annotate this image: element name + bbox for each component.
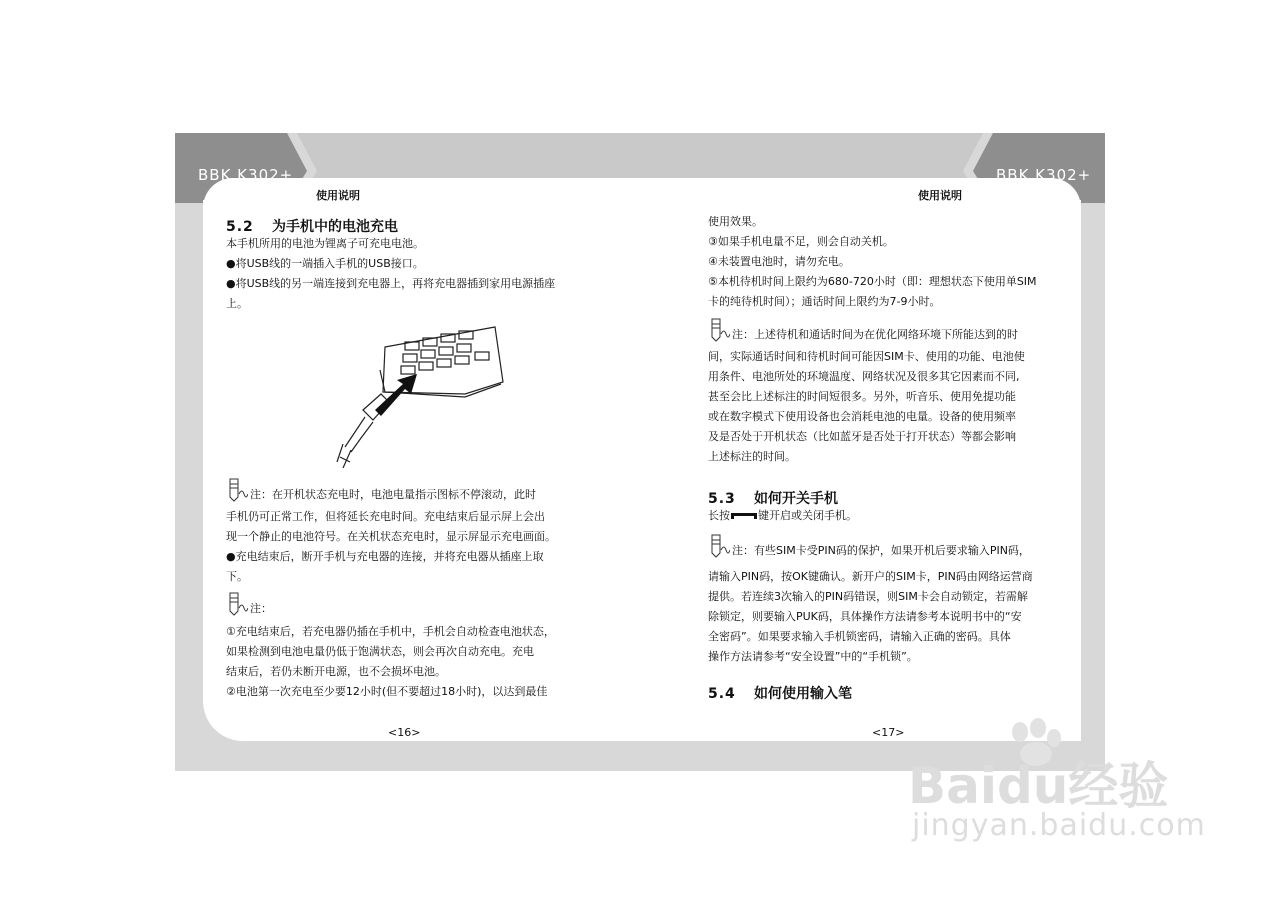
- text-line: 下。: [226, 570, 248, 583]
- note-text: 注：有些SIM卡受PIN码的保护，如果开机后要求输入PIN码，: [732, 544, 1030, 557]
- note-pencil-icon: [226, 476, 248, 502]
- text-line: 全密码”。如果要求输入手机锁密码，请输入正确的密码。具体: [708, 630, 1011, 643]
- brand-left: BBK K302+: [198, 166, 294, 184]
- power-text-before: 长按: [708, 509, 730, 522]
- power-key-icon: [730, 508, 758, 520]
- phone-charging-illustration: [325, 322, 510, 472]
- left-intro-text: [226, 234, 555, 314]
- text-line: 操作方法请参考“安全设置”中的“手机锁”。: [708, 650, 918, 663]
- right-note-1: [708, 316, 1025, 467]
- right-list: [708, 212, 1037, 312]
- section-heading-5-3: [708, 488, 838, 508]
- header-strip: [316, 178, 964, 202]
- section-title: 为手机中的电池充电: [272, 219, 398, 235]
- text-line: 本手机所用的电池为锂离子可充电电池。: [226, 237, 424, 250]
- note-2: [226, 590, 555, 702]
- text-line: 手机仍可正常工作，但将延长充电时间。充电结束后显示屏上会出: [226, 510, 545, 523]
- section-title: 如何开关手机: [754, 491, 838, 507]
- text-line: 请输入PIN码，按OK键确认。新开户的SIM卡，PIN码由网络运营商: [708, 570, 1033, 583]
- text-line: 现一个静止的电池符号。在关机状态充电时，显示屏显示充电画面。: [226, 530, 556, 543]
- section-number: 5.2: [226, 219, 254, 235]
- note-text: 注：上述待机和通话时间为在优化网络环境下所能达到的时: [732, 328, 1018, 341]
- watermark-url: jingyan.baidu.com: [912, 808, 1206, 843]
- section-heading-5-4: [708, 683, 852, 703]
- power-text-after: 键开启或关闭手机。: [758, 509, 857, 522]
- header-label-left: 使用说明: [316, 189, 360, 202]
- text-line: ●将USB线的一端插入手机的USB接口。: [226, 257, 424, 270]
- text-line: ●充电结束后，断开手机与充电器的连接，并将充电器从插座上取: [226, 550, 544, 563]
- section-number: 5.3: [708, 491, 736, 507]
- header-label-right: 使用说明: [918, 189, 962, 202]
- text-line: ④未装置电池时，请勿充电。: [708, 255, 850, 268]
- page-number-left: <16>: [388, 726, 421, 739]
- note-label: 注：: [250, 602, 272, 615]
- text-line: 提供。若连续3次输入的PIN码错误，则SIM卡会自动锁定，若需解: [708, 590, 1028, 603]
- note-pencil-icon: [708, 532, 730, 558]
- note-pencil-icon: [708, 316, 730, 342]
- watermark-logo: Baidu经验: [908, 757, 1169, 815]
- note-pencil-icon: [226, 590, 248, 616]
- brand-right: BBK K302+: [996, 166, 1092, 184]
- page-number-right: <17>: [872, 726, 905, 739]
- text-line: 除锁定，则要输入PUK码，具体操作方法请参考本说明书中的“安: [708, 610, 1022, 623]
- text-line: 上述标注的时间。: [708, 450, 796, 463]
- text-line: 上。: [226, 297, 248, 310]
- text-line: 或在数字模式下使用设备也会消耗电池的电量。设备的使用频率: [708, 410, 1016, 423]
- right-note-2: [708, 532, 1033, 667]
- text-line: ⑤本机待机时间上限约为680-720小时（即：理想状态下使用单SIM: [708, 275, 1037, 288]
- text-line: 使用效果。: [708, 215, 763, 228]
- text-line: ③如果手机电量不足，则会自动关机。: [708, 235, 894, 248]
- text-line: 及是否处于开机状态（比如蓝牙是否处于打开状态）等都会影响: [708, 430, 1016, 443]
- text-line: 卡的纯待机时间）；通话时间上限约为7-9小时。: [708, 295, 941, 308]
- section-heading-5-2: [226, 216, 398, 236]
- note-1: [226, 476, 556, 587]
- text-line: 甚至会比上述标注的时间短很多。另外，听音乐、使用免提功能: [708, 390, 1016, 403]
- text-line: ●将USB线的另一端连接到充电器上，再将充电器插到家用电源插座: [226, 277, 556, 290]
- text-line: 结束后，若仍未断开电源，也不会损坏电池。: [226, 665, 446, 678]
- text-line: ②电池第一次充电至少要12小时(但不要超过18小时)，以达到最佳: [226, 685, 548, 698]
- text-line: 用条件、电池所处的环境温度、网络状况及很多其它因素而不同,: [708, 370, 1020, 383]
- note-text: 注：在开机状态充电时，电池电量指示图标不停滚动，此时: [250, 488, 536, 501]
- power-instruction: [708, 506, 857, 526]
- section-number: 5.4: [708, 686, 736, 702]
- text-line: 如果检测到电池电量仍低于饱满状态，则会再次自动充电。充电: [226, 645, 534, 658]
- text-line: ①充电结束后，若充电器仍插在手机中，手机会自动检查电池状态，: [226, 625, 555, 638]
- section-title: 如何使用输入笔: [754, 686, 852, 702]
- text-line: 间，实际通话时间和待机时间可能因SIM卡、使用的功能、电池使: [708, 350, 1025, 363]
